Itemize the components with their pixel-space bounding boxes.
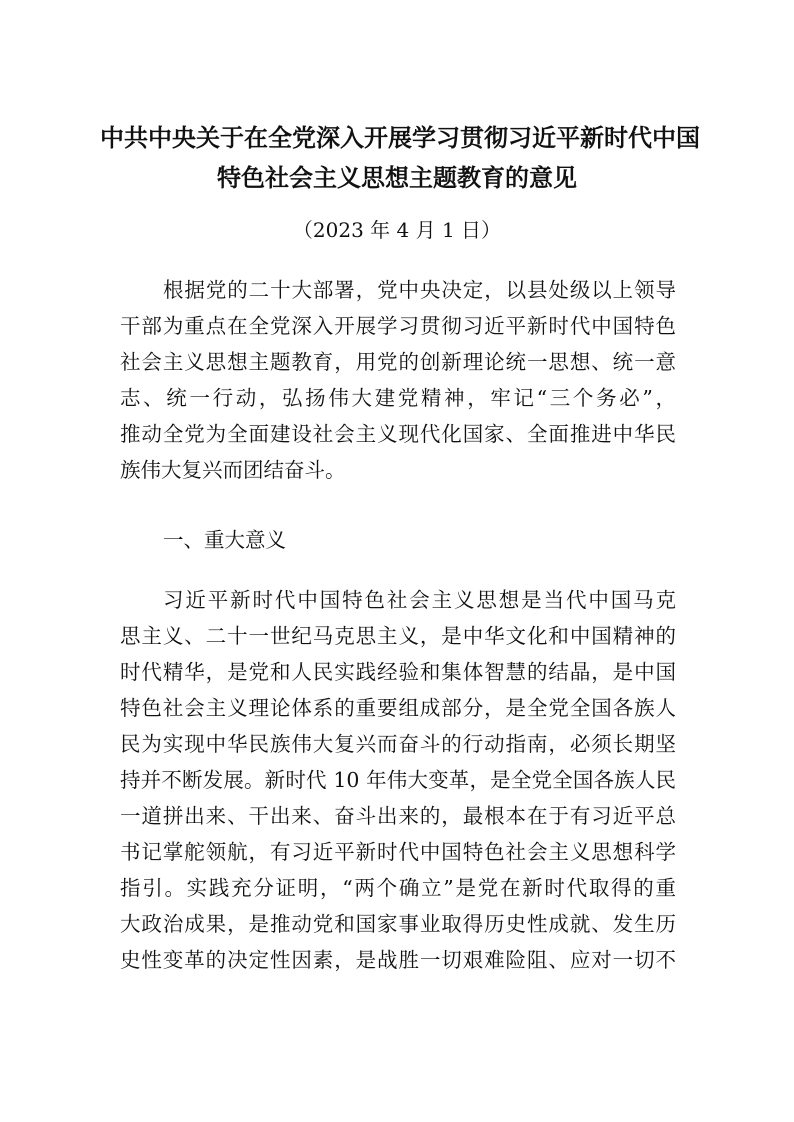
paragraph-2-line: 史性变革的决定性因素，是战胜一切艰难险阻、应对一切不	[120, 948, 676, 972]
paragraph-2-line: 时代精华，是党和人民实践经验和集体智慧的结晶，是中国	[120, 660, 676, 684]
paragraph-1-line: 根据党的二十大部署，党中央决定，以县处级以上领导	[163, 278, 676, 302]
document-title-line-2: 特色社会主义思想主题教育的意见	[217, 163, 577, 192]
paragraph-1-line: 推动全党为全面建设社会主义现代化国家、全面推进中华民	[120, 422, 676, 446]
paragraph-2-line: 民为实现中华民族伟大复兴而奋斗的行动指南，必须长期坚	[120, 732, 676, 756]
paragraph-2-line: 一道拼出来、干出来、奋斗出来的，最根本在于有习近平总	[120, 804, 676, 828]
paragraph-2-line: 持并不断发展。新时代 10 年伟大变革，是全党全国各族人民	[120, 768, 676, 792]
paragraph-2-line: 思主义、二十一世纪马克思主义，是中华文化和中国精神的	[120, 624, 676, 648]
paragraph-1-line: 志、统一行动，弘扬伟大建党精神，牢记“三个务必”，	[120, 386, 676, 410]
paragraph-1-line: 干部为重点在全党深入开展学习贯彻习近平新时代中国特色	[120, 314, 676, 338]
paragraph-2-line: 书记掌舵领航，有习近平新时代中国特色社会主义思想科学	[120, 840, 676, 864]
paragraph-2-line: 大政治成果，是推动党和国家事业取得历史性成就、发生历	[120, 912, 676, 936]
paragraph-1-line: 社会主义思想主题教育，用党的创新理论统一思想、统一意	[120, 350, 676, 374]
paragraph-2-line: 习近平新时代中国特色社会主义思想是当代中国马克	[163, 588, 676, 612]
document-title-line-1: 中共中央关于在全党深入开展学习贯彻习近平新时代中国	[100, 123, 700, 152]
document-date: （2023 年 4 月 1 日）	[292, 218, 502, 242]
paragraph-2-line: 指引。实践充分证明，“两个确立”是党在新时代取得的重	[120, 876, 676, 900]
paragraph-2-line: 特色社会主义理论体系的重要组成部分，是全党全国各族人	[120, 696, 676, 720]
paragraph-1-line: 族伟大复兴而团结奋斗。	[120, 458, 346, 482]
section-1-heading: 一、重大意义	[163, 528, 286, 552]
